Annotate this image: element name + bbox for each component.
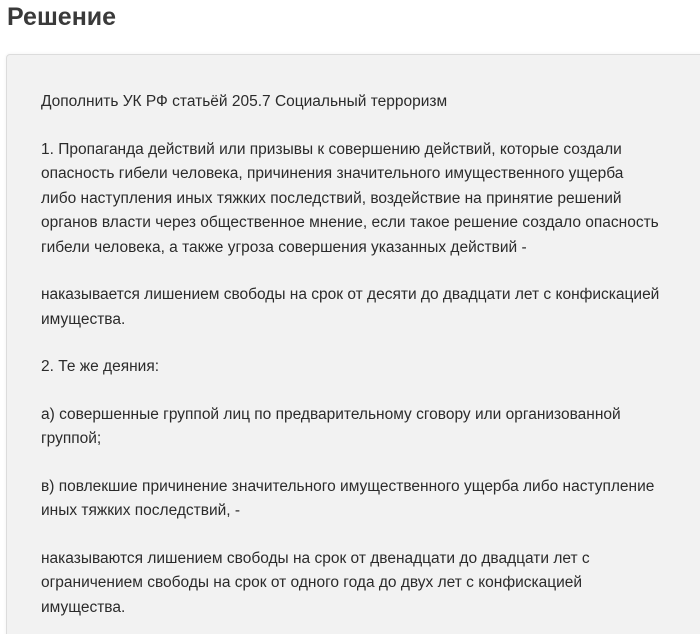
text-line: наказываются лишением свободы на срок от двенадцати до двадцати лет с — [41, 549, 590, 567]
text-line: гибели человека, а также угроза совершения указанных действий - — [41, 238, 527, 256]
text-line: имущества. — [41, 598, 126, 616]
text-line: а) совершенные группой лиц по предварительному сговору или организованной — [41, 405, 621, 423]
text-line: Дополнить УК РФ статьёй 205.7 Социальный терроризм — [41, 93, 448, 110]
paragraph-part-2 — [41, 355, 691, 380]
paragraph-item-a — [41, 403, 691, 452]
paragraph-penalty-2 — [41, 547, 691, 621]
text-line: имущества. — [41, 310, 126, 328]
text-line: иных тяжких последствий, - — [41, 502, 241, 519]
text-line: ограничением свободы на срок от одного года до двух лет с конфискацией — [41, 574, 583, 591]
text-line: 1. Пропаганда действий или призывы к совершению действий, которые создали — [41, 140, 622, 158]
text-line: группой; — [41, 430, 102, 447]
page-title: Решение — [7, 3, 117, 31]
text-line: опасность гибели человека, причинения значительного имущественного ущерба — [41, 165, 624, 182]
paragraph-item-v — [41, 475, 691, 524]
paragraph-intro — [41, 90, 691, 115]
text-line: либо наступления иных тяжких последствий, воздействие на принятие решений — [41, 189, 622, 207]
paragraph-penalty-1 — [41, 283, 691, 332]
text-line: 2. Те же деяния: — [41, 358, 160, 375]
text-line: наказывается лишением свободы на срок от десяти до двадцати лет с конфискацией — [41, 286, 660, 303]
text-line: в) повлекшие причинение значительного имущественного ущерба либо наступление — [41, 477, 655, 495]
decision-text — [41, 90, 691, 634]
text-line: органов власти через общественное мнение, если такое решение создало опасность — [41, 214, 659, 231]
paragraph-part-1 — [41, 138, 691, 261]
